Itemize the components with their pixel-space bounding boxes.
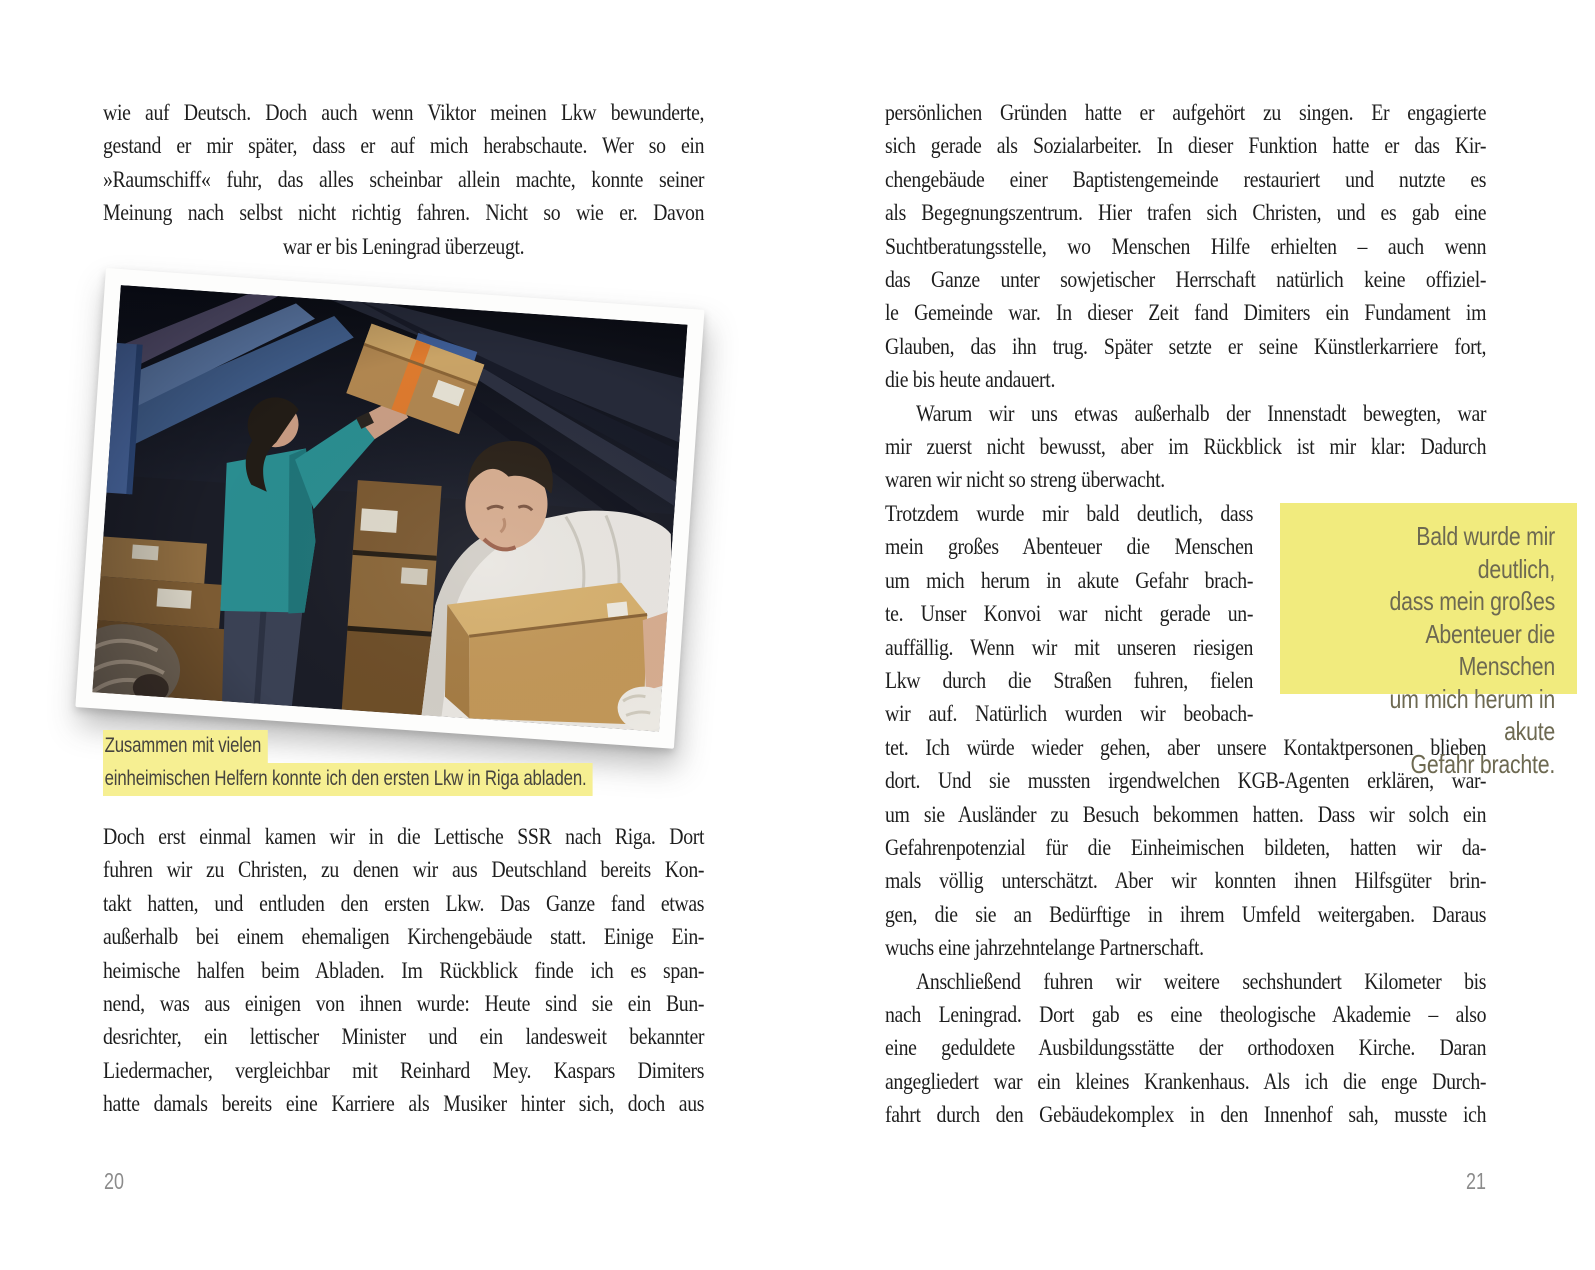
body-paragraph: Warum wir uns etwas außerhalb der Innenstadt bewegten, war mir zuerst nicht bewusst, aber im Rückblick ist mir klar: Dadurch waren wir nicht so streng überwacht.	[885, 400, 1487, 493]
body-paragraph: persönlichen Gründen hatte er aufgehört zu singen. Er engagierte sich gerade als Sozialarbeiter. In dieser Funktion hatte er das Kir- chengebäude einer Baptistengemeinde restauriert und nutzte es als Begegnungszentrum. Hier trafen sich Christen, und es gab eine Suchtberatungsstelle, wo Menschen Hilfe erhielten – auch wenn das Ganze unter sowjetischer Herrschaft natürlich keine offiziel- le Gemeinde war. In dieser Zeit fand Dimiters ein Fundament im Glauben, das ihn trug. Später setzte er seine Künstlerkarriere fort, die bis heute andauert.	[885, 100, 1487, 393]
body-paragraph-wrapped: Trotzdem wurde mir bald deutlich, dass mein großes Abenteuer die Menschen um mich herum in akute Gefahr brach- te. Unser Konvoi war nicht gerade un- auffällig. Wenn wir mit unseren riesigen Lkw durch die Straßen fuhren, fielen wir auf. Natürlich wurden wir beobach-	[885, 500, 1254, 727]
pullquote-box	[1280, 503, 1577, 779]
body-paragraph: Anschließend fuhren wir weitere sechshundert Kilometer bis nach Leningrad. Dort gab es eine theologische Akademie – also eine geduldete Ausbildungsstätte der orthodoxen Kirche. Daran angegliedert war ein kleines Krankenhaus. Als ich die enge Durch- fahrt durch den Gebäudekomplex in den Innenhof sah, musste ich	[885, 968, 1487, 1128]
pullquote-text: Bald wurde mir deutlich, dass mein großes Abenteuer die Menschen um mich herum in akute Gefahr brachte.	[1389, 521, 1555, 779]
left-page-bottom-paragraph	[103, 820, 704, 1121]
left-page-top-paragraph	[103, 96, 704, 263]
photo-unloading-truck	[92, 285, 687, 732]
body-paragraph: tet. Ich würde wieder gehen, aber unsere Kontaktpersonen blieben dort. Und sie mussten irgendwelchen KGB-Agenten erklären, war- um sie Ausländer zu Besuch bekommen hatten. Dass wir solch ein Gefahrenpotenzial für die Einheimischen bildeten, hatten wir da- mals völlig unterschätzt. Aber wir konnten ihnen Hilfsgüter brin- gen, die sie an Bedürftige in ihrem Umfeld weitergaben. Daraus wuchs eine jahrzehntelange Partnerschaft.	[885, 734, 1487, 961]
photo-caption: Zusammen mit vielen einheimischen Helfern konnte ich den ersten Lkw in Riga abladen.	[103, 730, 593, 796]
photo-polaroid	[75, 268, 704, 749]
body-paragraph: wie auf Deutsch. Doch auch wenn Viktor meinen Lkw bewunderte, gestand er mir später, dass er auf mich herabschaute. Wer so ein »Raumschiff« fuhr, das alles scheinbar allein machte, konnte seiner Meinung nach selbst nicht richtig fahren. Nicht so wie er. Davon war er bis Leningrad überzeugt.	[103, 100, 705, 259]
page-number-right: 21	[1466, 1168, 1486, 1194]
page-number-left: 20	[104, 1168, 124, 1194]
body-paragraph: Doch erst einmal kamen wir in die Lettische SSR nach Riga. Dort fuhren wir zu Christen, zu denen wir aus Deutschland bereits Kon- takt hatten, und entluden den ersten Lkw. Das Ganze fand etwas außerhalb bei einem ehemaligen Kirchengebäude statt. Einige Ein- heimische halfen beim Abladen. Im Rückblick finde ich es span- nend, was aus einigen von ihnen wurde: Heute sind sie ein Bun- desrichter, ein lettischer Minister und ein landesweit bekannter Liedermacher, vergleichbar mit Reinhard Mey. Kaspars Dimiters hatte damals bereits eine Karriere als Musiker hinter sich, doch aus	[103, 824, 705, 1117]
